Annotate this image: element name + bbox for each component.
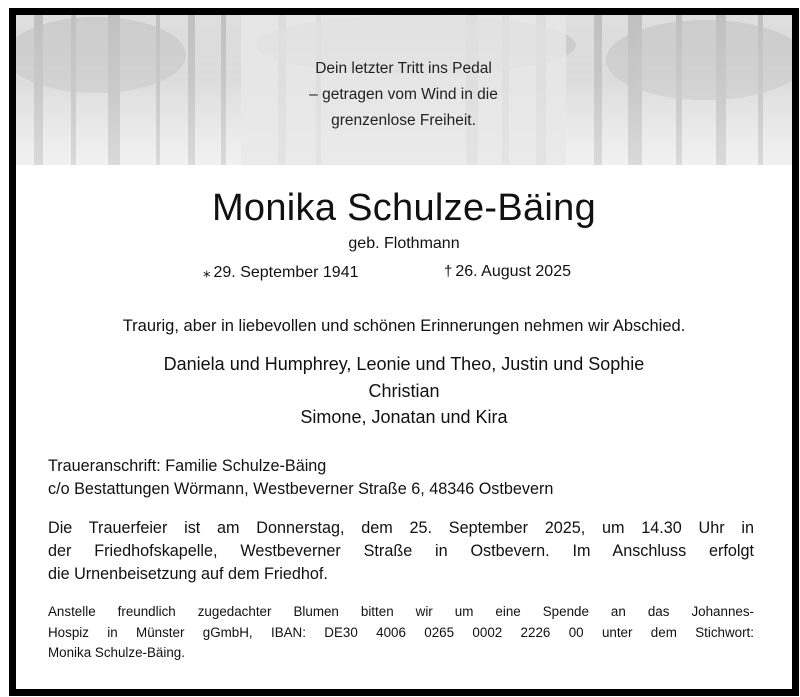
quote-line: grenzenlose Freiheit. bbox=[331, 112, 476, 129]
death-date: 26. August 2025 bbox=[455, 263, 571, 280]
address-line: c/o Bestattungen Wörmann, Westbeverner Straße 6, 48346 Ostbevern bbox=[48, 480, 554, 498]
death-date-group bbox=[444, 263, 571, 281]
donation-request bbox=[48, 602, 754, 664]
mourners-list bbox=[16, 351, 792, 431]
donation-line: Hospiz in Münster gGmbH, IBAN: DE30 4006 0265 0002 2226 00 unter dem Stichwort: bbox=[48, 624, 754, 640]
donation-line: Monika Schulze-Bäing. bbox=[48, 645, 185, 660]
obituary-frame bbox=[9, 8, 799, 696]
ceremony-info bbox=[48, 517, 754, 586]
farewell-text: Traurig, aber in liebevollen und schönen Erinnerungen nehmen wir Abschied. bbox=[122, 317, 686, 335]
memorial-quote bbox=[241, 56, 566, 134]
mourning-address bbox=[48, 455, 768, 501]
deceased-name: Monika Schulze-Bäing bbox=[211, 187, 597, 229]
ceremony-line: der Friedhofskapelle, Westbeverner Straße in Ostbevern. Im Anschluss erfolgt bbox=[48, 542, 754, 560]
birth-star-icon: ⁎ bbox=[203, 264, 211, 281]
ceremony-line: Die Trauerfeier ist am Donnerstag, dem 25. September 2025, um 14.30 Uhr in bbox=[48, 519, 754, 537]
birth-date: 29. September 1941 bbox=[213, 264, 359, 281]
mourners-line: Daniela und Humphrey, Leonie und Theo, Justin und Sophie bbox=[163, 354, 645, 374]
life-dates bbox=[16, 263, 792, 285]
address-line: Traueranschrift: Familie Schulze-Bäing bbox=[48, 457, 327, 475]
birth-date-group bbox=[203, 263, 359, 282]
donation-line: Anstelle freundlich zugedachter Blumen bitten wir um eine Spende an das Johannes- bbox=[48, 604, 754, 619]
quote-line: Dein letzter Tritt ins Pedal bbox=[315, 60, 492, 77]
ceremony-line: die Urnenbeisetzung auf dem Friedhof. bbox=[48, 565, 328, 583]
death-cross-icon: † bbox=[444, 263, 453, 280]
mourners-line: Simone, Jonatan und Kira bbox=[300, 407, 508, 427]
mourners-line: Christian bbox=[368, 380, 440, 401]
quote-line: – getragen vom Wind in die bbox=[309, 86, 498, 103]
maiden-name: geb. Flothmann bbox=[348, 235, 460, 252]
